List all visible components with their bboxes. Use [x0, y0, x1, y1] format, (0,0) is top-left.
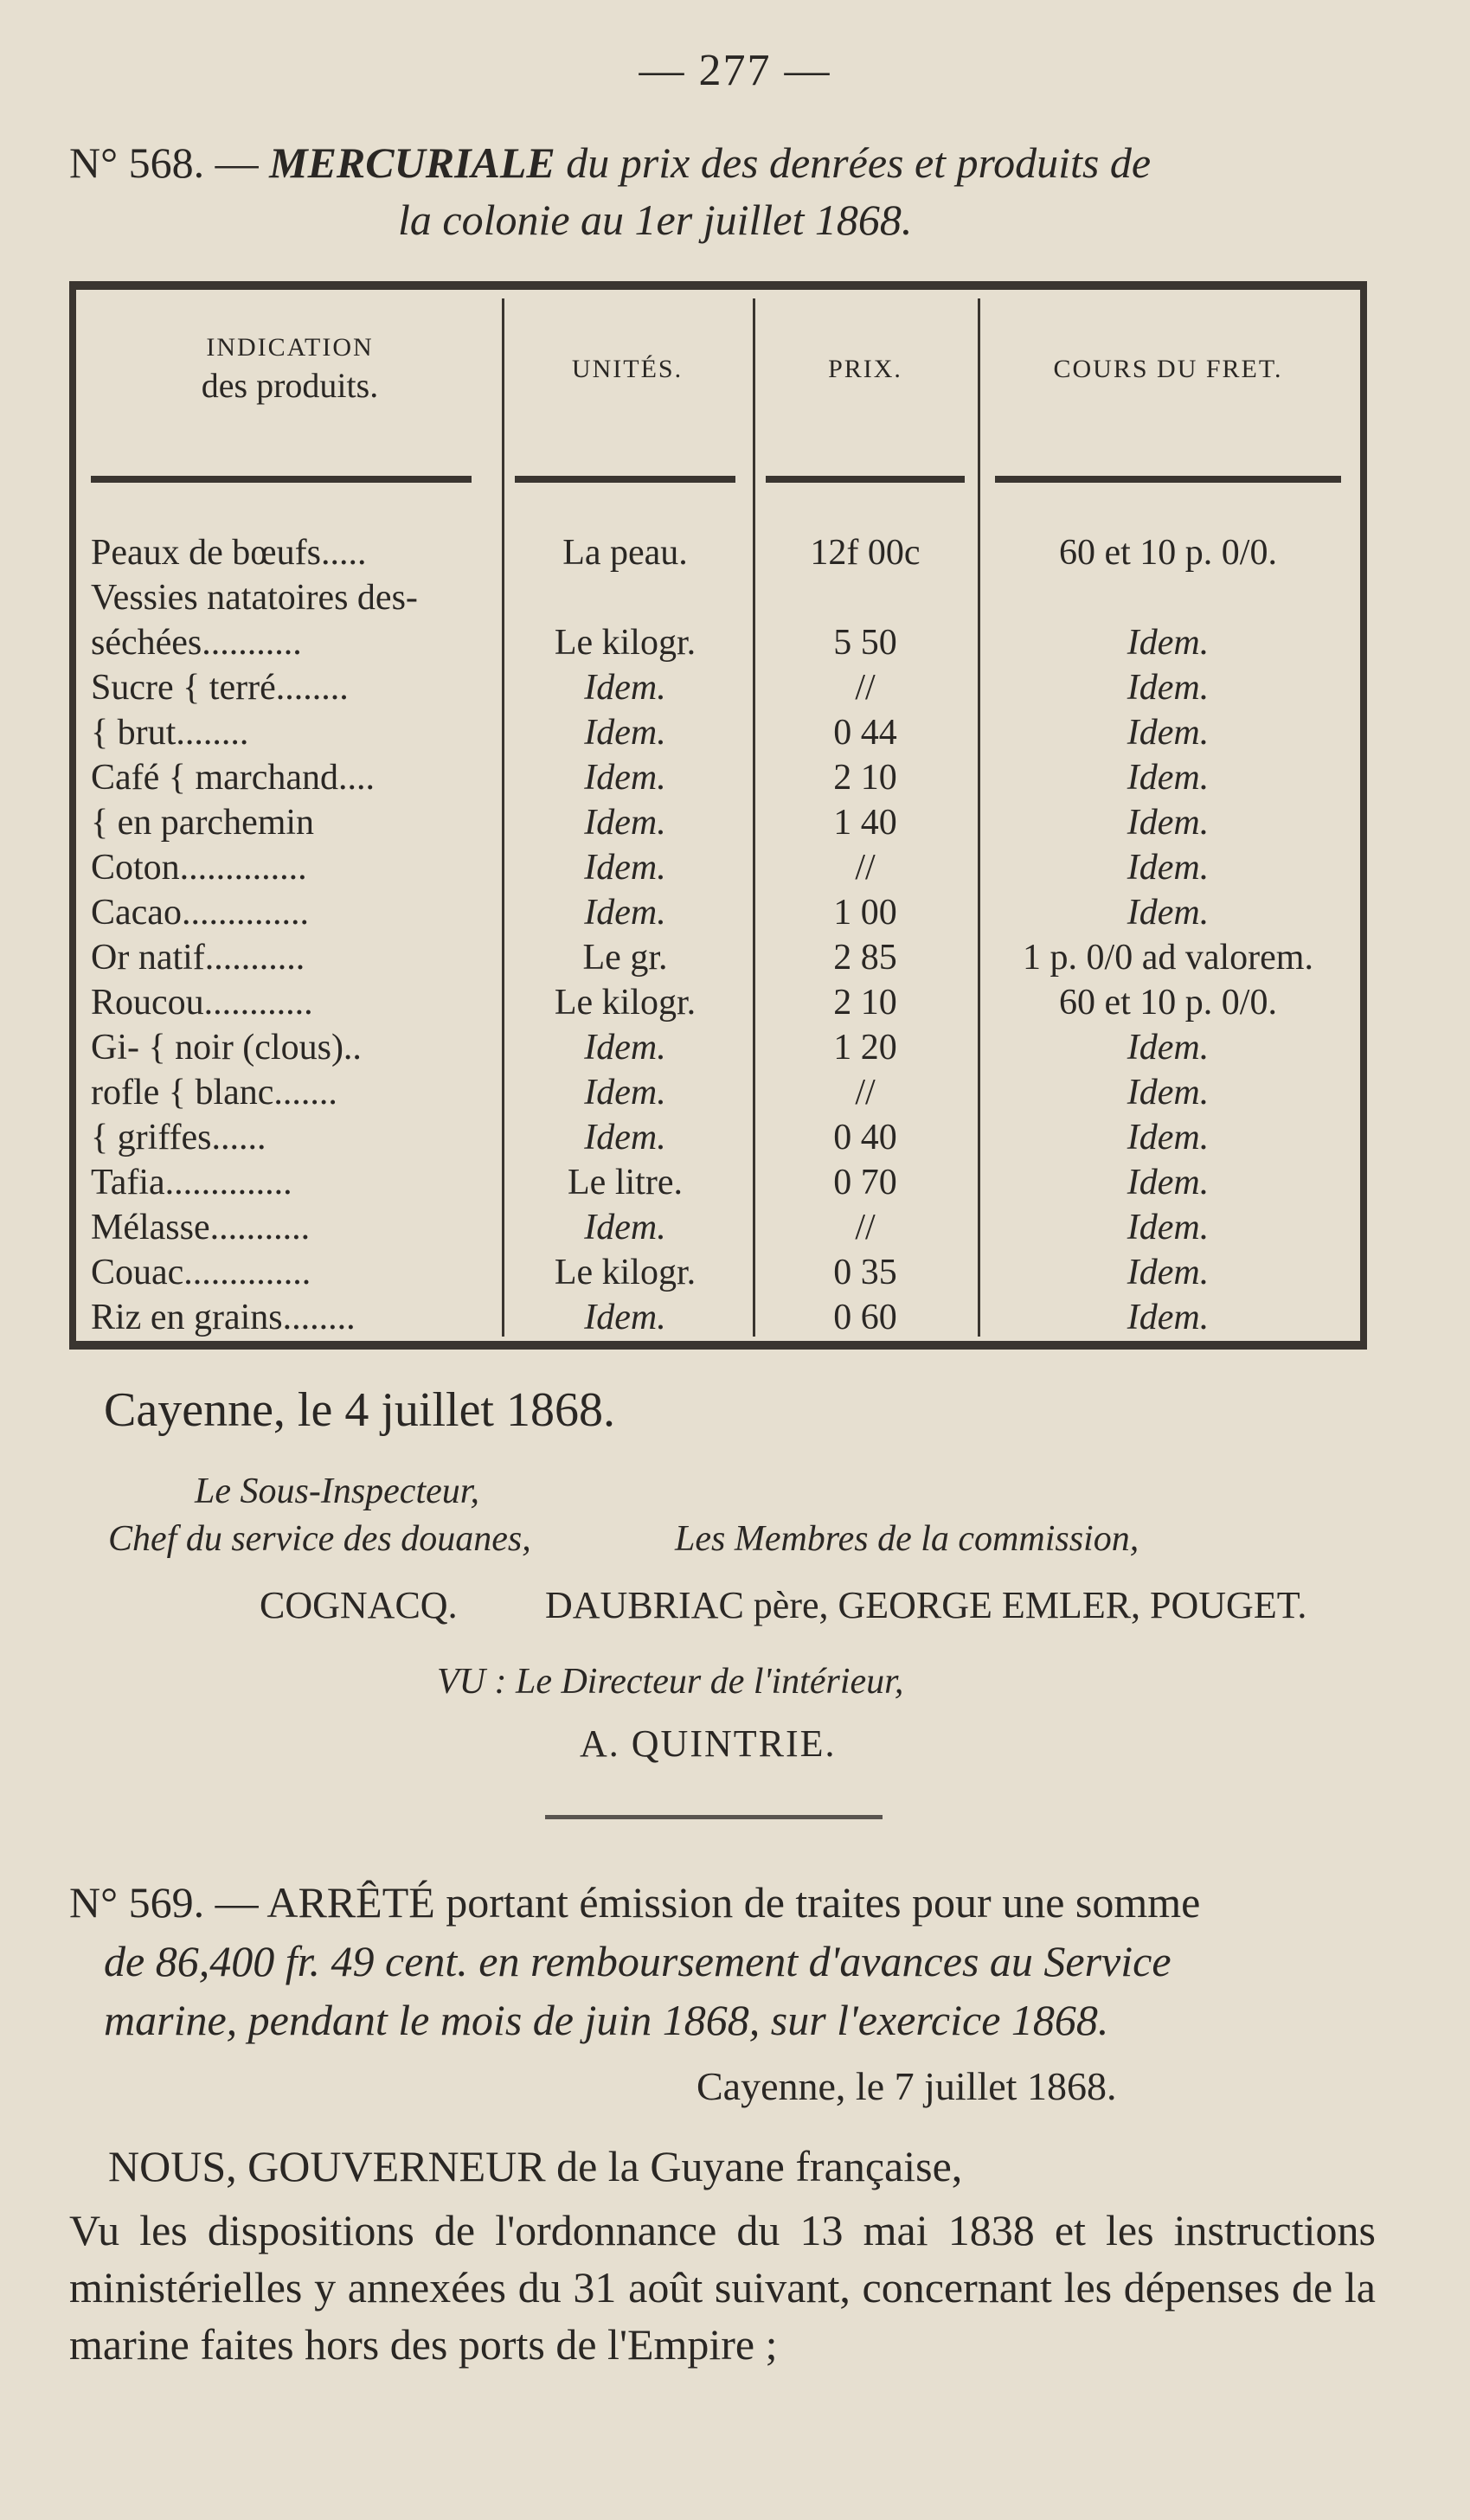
- decree-568-title-rest: du prix des denrées et produits de: [566, 138, 1152, 187]
- unit-cell: Le kilogr.: [554, 983, 696, 1023]
- product-name: Cacao..............: [91, 893, 309, 933]
- price-cell: 2 10: [833, 983, 897, 1023]
- freight-cell: Idem.: [1127, 1118, 1210, 1157]
- price-cell: //: [855, 668, 876, 708]
- vu-director: VU : Le Directeur de l'intérieur,: [437, 1662, 904, 1702]
- price-cell: 0 44: [833, 713, 897, 753]
- header-indication-top: INDICATION: [206, 333, 374, 362]
- header-rule: [995, 476, 1341, 483]
- inspector-title: Le Sous-Inspecteur,: [195, 1472, 479, 1511]
- signature-members: DAUBRIAC père, GEORGE EMLER, POUGET.: [545, 1584, 1307, 1626]
- table-left-border: [69, 281, 76, 1350]
- header-prix: PRIX.: [828, 355, 902, 383]
- price-cell: 1 20: [833, 1028, 897, 1068]
- section-separator: [545, 1815, 883, 1819]
- column-divider: [502, 298, 504, 1337]
- product-name: Coton..............: [91, 848, 307, 888]
- price-cell: //: [855, 848, 876, 888]
- header-indication-bottom: des produits.: [201, 366, 379, 405]
- freight-cell: Idem.: [1127, 623, 1210, 663]
- product-name: { en parchemin: [91, 803, 315, 843]
- decree-569-body: Vu les dispositions de l'ordonnance du 13 mai 1838 et les instructions ministérielles y annexées du 31 août suivant, concernant les dépenses de la marine faites hors des ports de l'Empire ;: [69, 2206, 1376, 2369]
- table-bottom-border: [69, 1341, 1367, 1350]
- unit-cell: Idem.: [584, 848, 666, 888]
- chef-title: Chef du service des douanes,: [108, 1519, 531, 1559]
- price-cell: 0 60: [833, 1298, 897, 1337]
- freight-cell: Idem.: [1127, 893, 1210, 933]
- product-name: Roucou............: [91, 983, 313, 1023]
- price-table: [69, 281, 1367, 1350]
- freight-cell: Idem.: [1127, 668, 1210, 708]
- price-cell: 1 00: [833, 893, 897, 933]
- product-name: Peaux de bœufs.....: [91, 533, 367, 573]
- column-divider: [978, 298, 980, 1337]
- place-date: Cayenne, le 4 juillet 1868.: [104, 1383, 615, 1437]
- decree-569-line2: de 86,400 fr. 49 cent. en remboursement d'avances au Service: [104, 1937, 1172, 1985]
- unit-cell: Idem.: [584, 1298, 666, 1337]
- unit-cell: Idem.: [584, 893, 666, 933]
- commission-title: Les Membres de la commission,: [675, 1519, 1139, 1559]
- freight-cell: Idem.: [1127, 758, 1210, 798]
- unit-cell: Idem.: [584, 1028, 666, 1068]
- freight-cell: 60 et 10 p. 0/0.: [1059, 533, 1277, 573]
- price-cell: //: [855, 1208, 876, 1247]
- freight-cell: Idem.: [1127, 1208, 1210, 1247]
- unit-cell: Idem.: [584, 1208, 666, 1247]
- table-top-border: [69, 281, 1367, 290]
- decree-568-title-line2: la colonie au 1er juillet 1868.: [398, 196, 913, 244]
- price-cell: 12f 00c: [810, 533, 921, 573]
- unit-cell: Le kilogr.: [554, 1253, 696, 1292]
- product-name: { griffes......: [91, 1118, 266, 1157]
- price-cell: 0 40: [833, 1118, 897, 1157]
- unit-cell: Idem.: [584, 713, 666, 753]
- decree-569-line1: N° 569. — ARRÊTÉ portant émission de traites pour une somme: [69, 1878, 1201, 1927]
- unit-cell: Le kilogr.: [554, 623, 696, 663]
- product-name: Vessies natatoires des-: [91, 578, 418, 618]
- unit-cell: Idem.: [584, 758, 666, 798]
- unit-cell: Le litre.: [568, 1163, 683, 1202]
- product-name: Gi- { noir (clous)..: [91, 1028, 362, 1068]
- product-name: Tafia..............: [91, 1163, 292, 1202]
- price-cell: 0 35: [833, 1253, 897, 1292]
- unit-cell: Idem.: [584, 1073, 666, 1113]
- freight-cell: Idem.: [1127, 1163, 1210, 1202]
- header-unites: UNITÉS.: [571, 355, 684, 383]
- freight-cell: 1 p. 0/0 ad valorem.: [1023, 938, 1313, 978]
- product-name: séchées...........: [91, 623, 302, 663]
- decree-569-heading: [69, 1873, 1384, 2049]
- price-cell: 5 50: [833, 623, 897, 663]
- signature-director: A. QUINTRIE.: [580, 1722, 837, 1765]
- decree-569-date: Cayenne, le 7 juillet 1868.: [696, 2064, 1117, 2108]
- product-name: Couac..............: [91, 1253, 311, 1292]
- product-name: Mélasse...........: [91, 1208, 311, 1247]
- freight-cell: Idem.: [1127, 803, 1210, 843]
- header-rule: [91, 476, 472, 483]
- product-name: Or natif...........: [91, 938, 305, 978]
- decree-569-opening: NOUS, GOUVERNEUR de la Guyane française,: [108, 2142, 963, 2190]
- header-indication: [87, 329, 493, 405]
- product-name: Riz en grains........: [91, 1298, 356, 1337]
- freight-cell: Idem.: [1127, 1073, 1210, 1113]
- header-rule: [766, 476, 965, 483]
- product-name: Café { marchand....: [91, 758, 376, 798]
- table-right-border: [1360, 281, 1367, 1350]
- price-cell: //: [855, 1073, 876, 1113]
- unit-cell: Idem.: [584, 668, 666, 708]
- decree-568-title-keyword: MERCURIALE: [269, 138, 555, 187]
- product-name: Sucre { terré........: [91, 668, 349, 708]
- price-cell: 2 10: [833, 758, 897, 798]
- product-name: rofle { blanc.......: [91, 1073, 337, 1113]
- decree-569-line3: marine, pendant le mois de juin 1868, sur l'exercice 1868.: [104, 1996, 1109, 2044]
- freight-cell: Idem.: [1127, 1028, 1210, 1068]
- price-cell: 2 85: [833, 938, 897, 978]
- header-rule: [515, 476, 735, 483]
- column-divider: [753, 298, 755, 1337]
- freight-cell: Idem.: [1127, 713, 1210, 753]
- unit-cell: La peau.: [562, 533, 688, 573]
- freight-cell: Idem.: [1127, 1253, 1210, 1292]
- freight-cell: Idem.: [1127, 1298, 1210, 1337]
- header-cours-du-fret: COURS DU FRET.: [1053, 355, 1283, 383]
- decree-568-number: N° 568. —: [69, 138, 259, 187]
- unit-cell: Idem.: [584, 1118, 666, 1157]
- signature-cognacq: COGNACQ.: [260, 1584, 458, 1626]
- product-name: { brut........: [91, 713, 249, 753]
- freight-cell: 60 et 10 p. 0/0.: [1059, 983, 1277, 1023]
- unit-cell: Idem.: [584, 803, 666, 843]
- page-number: — 277 —: [639, 46, 831, 95]
- freight-cell: Idem.: [1127, 848, 1210, 888]
- decree-568-heading: [69, 134, 1367, 248]
- price-cell: 0 70: [833, 1163, 897, 1202]
- price-cell: 1 40: [833, 803, 897, 843]
- unit-cell: Le gr.: [582, 938, 668, 978]
